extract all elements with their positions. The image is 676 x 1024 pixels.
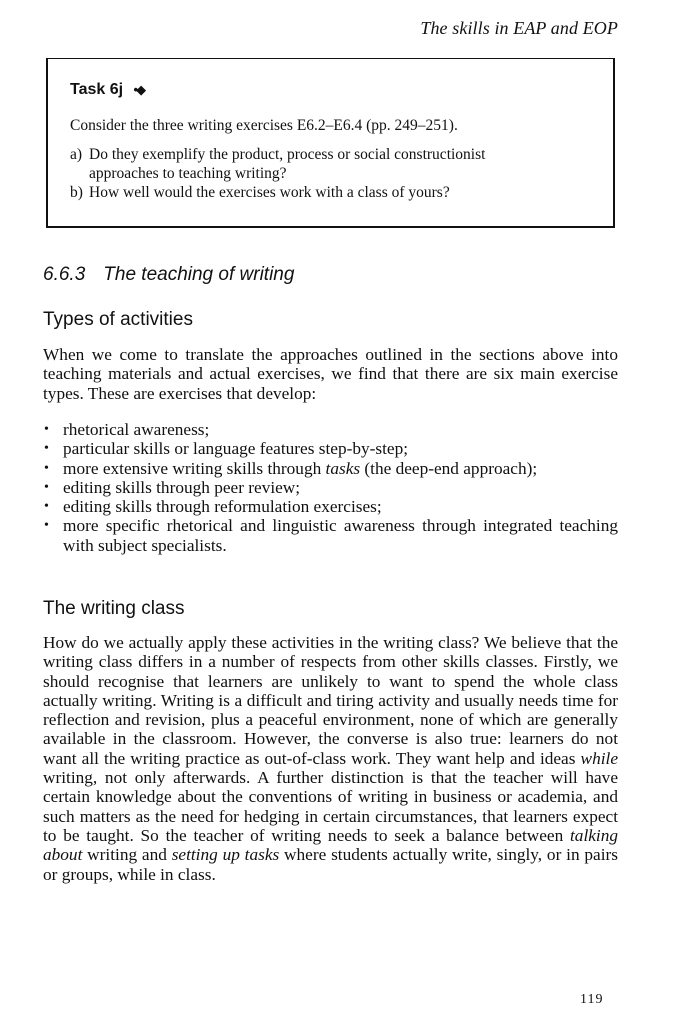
question-letter: a) bbox=[70, 146, 83, 163]
list-item-text: more extensive writing skills through bbox=[63, 458, 326, 478]
paragraph-emphasis: setting up tasks bbox=[171, 845, 280, 865]
paragraph-text: writing and bbox=[82, 845, 172, 865]
bullet-icon: • bbox=[44, 499, 49, 515]
list-item-text: (the deep-end approach); bbox=[360, 458, 538, 478]
bullet-icon: • bbox=[44, 518, 49, 534]
list-item bbox=[43, 459, 618, 478]
bullet-icon: • bbox=[44, 422, 49, 437]
task-intro: Consider the three writing exercises E6.2–E6.4 (pp. 249–251). bbox=[70, 117, 458, 134]
page-number: 119 bbox=[580, 992, 604, 1007]
list-item bbox=[43, 420, 618, 439]
question-text: How well would the exercises work with a class of yours? bbox=[89, 184, 450, 201]
paragraph-emphasis: talking about bbox=[43, 825, 618, 865]
task-box bbox=[46, 58, 615, 228]
paragraph-emphasis: while bbox=[580, 748, 618, 768]
subheading-types-of-activities: Types of activities bbox=[43, 309, 193, 330]
list-item bbox=[43, 497, 618, 516]
list-item bbox=[43, 439, 618, 458]
list-item-text: particular skills or language features step-by-step; bbox=[63, 439, 409, 459]
list-item-text: editing skills through reformulation exercises; bbox=[63, 497, 382, 517]
list-item-emphasis: tasks bbox=[325, 458, 361, 478]
paragraph-types-intro: When we come to translate the approaches outlined in the sections above into teaching materials and actual exercises, we find that there are six main exercise types. These are exercises that develop: bbox=[43, 345, 618, 403]
question-letter: b) bbox=[70, 184, 83, 201]
bullet-icon: • bbox=[44, 441, 49, 457]
list-item-text: more specific rhetorical and linguistic awareness through integrated teaching with subject specialists. bbox=[63, 516, 618, 555]
list-item-text: editing skills through peer review; bbox=[63, 477, 301, 497]
activity-list bbox=[43, 420, 618, 555]
section-title: The teaching of writing bbox=[103, 264, 295, 285]
question-text-line2: approaches to teaching writing? bbox=[89, 165, 287, 182]
task-title bbox=[70, 81, 144, 99]
bullet-icon: • bbox=[44, 479, 49, 495]
task-title-text: Task 6j bbox=[70, 81, 124, 98]
list-item bbox=[43, 516, 618, 555]
paragraph-text: writing, not only afterwards. A further distinction is that the teacher will have certain knowledge about the conventions of writing in business or academia, and such matters as the need for hedging in certain circumstances, that learners expect to be taught. So the teacher of writing needs to seek a balance between bbox=[43, 768, 618, 845]
bullet-icon: • bbox=[44, 460, 49, 476]
running-head: The skills in EAP and EOP bbox=[420, 18, 618, 38]
paragraph-text: where students actually write, singly, or in pairs or groups, while in class. bbox=[43, 845, 618, 884]
task-question-b bbox=[70, 183, 590, 202]
task-question-a bbox=[70, 145, 590, 183]
paragraph-writing-class bbox=[43, 633, 618, 884]
section-number: 6.6.3 bbox=[43, 264, 86, 285]
list-item bbox=[43, 478, 618, 497]
paragraph-text: How do we actually apply these activities in the writing class? We believe that the writing class differs in a number of respects from other skills classes. Firstly, we should recognise that learners are unlikely to want to spend the whole class actually writing. Writing is a difficult and tiring activity and usually needs time for reflection and revision, plus a peaceful environment, none of which are generally available in the classroom. However, the converse is also true: learners do not want all the writing practice as out-of-class work. They want help and ideas bbox=[43, 633, 618, 768]
question-text-line1: Do they exemplify the product, process or social constructionist bbox=[89, 146, 486, 163]
section-heading bbox=[43, 264, 294, 286]
list-item-text: rhetorical awareness; bbox=[63, 420, 210, 439]
subheading-writing-class: The writing class bbox=[43, 598, 185, 619]
double-arrow-diamond-icon: •◆ bbox=[133, 82, 145, 97]
